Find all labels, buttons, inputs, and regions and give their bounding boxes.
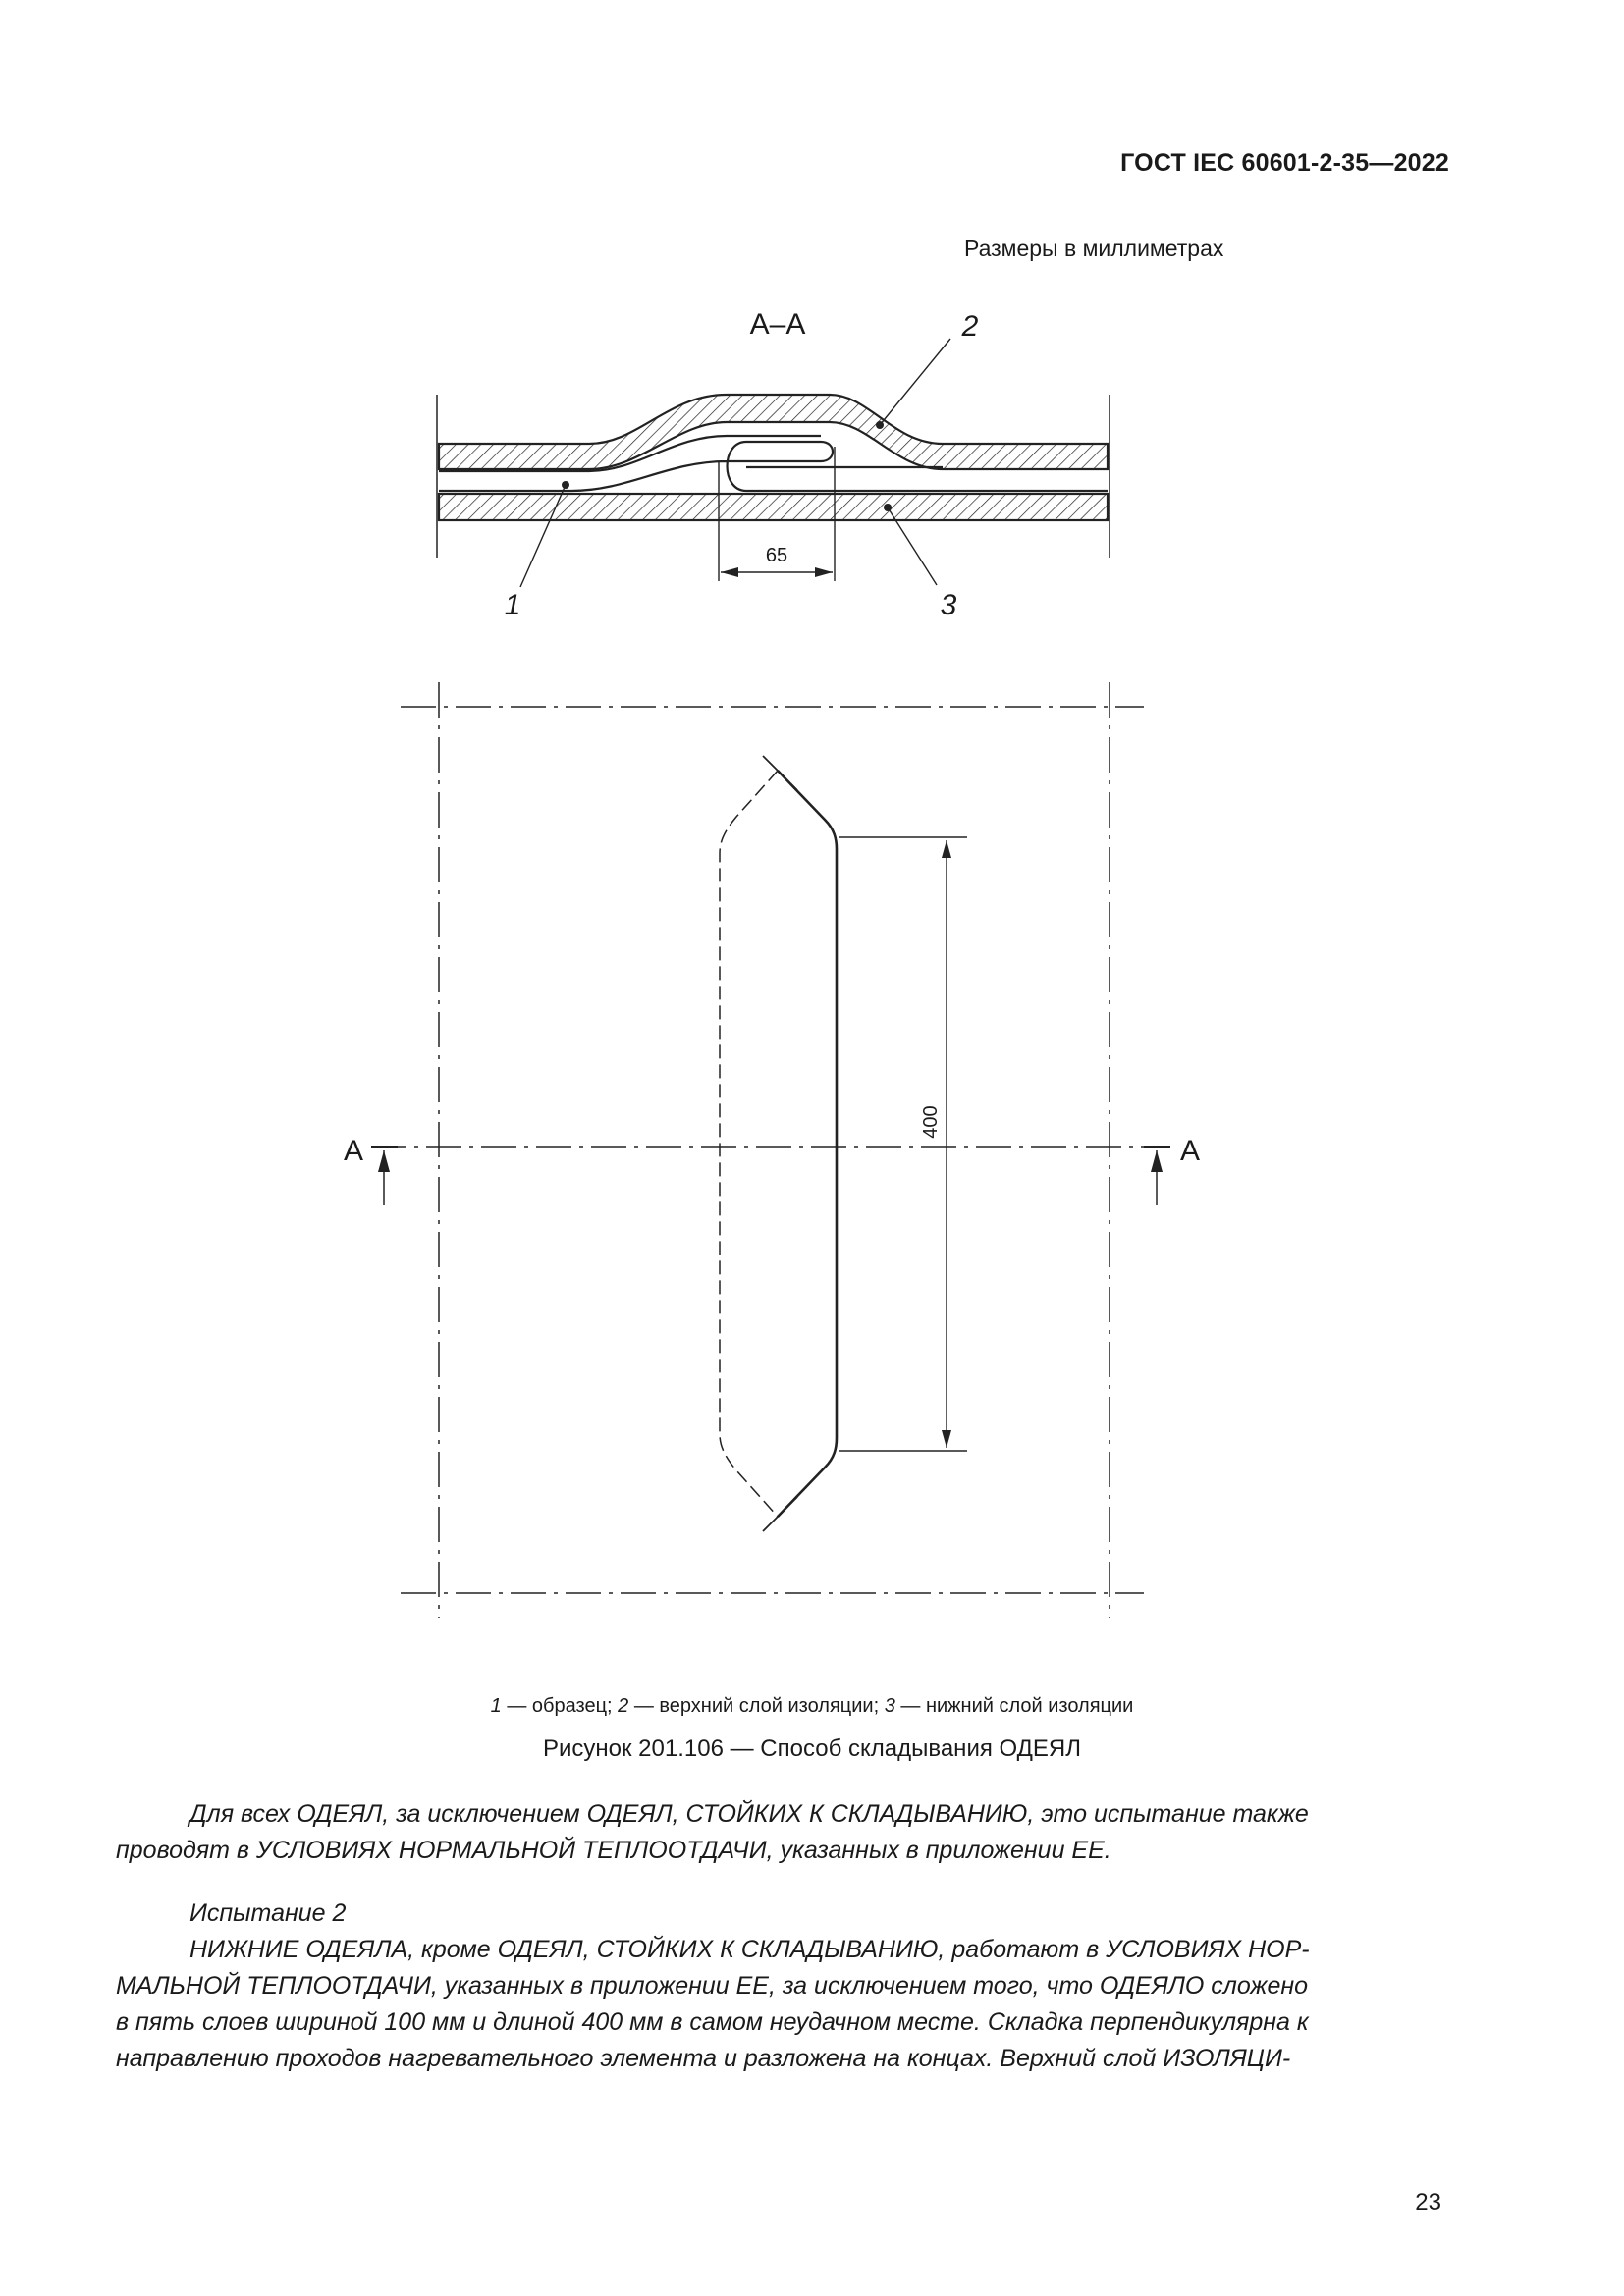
page-number: 23 — [1415, 2189, 1441, 2216]
paragraph-2-line: в пять слоев шириной 100 мм и длиной 400 мм в самом неудачном месте. Складка перпендикулярна к — [116, 2008, 1309, 2036]
legend-num-3: 3 — [884, 1695, 895, 1717]
legend-num-2: 2 — [618, 1695, 629, 1717]
test-2-block — [116, 1896, 1441, 2077]
plan-view — [344, 682, 1200, 1618]
legend-num-1: 1 — [490, 1695, 502, 1717]
callout-2: 2 — [961, 310, 979, 343]
section-marker-left: A — [343, 1135, 364, 1167]
section-title: A–A — [749, 308, 806, 341]
paragraph-1-line: Для всех ОДЕЯЛ, за исключением ОДЕЯЛ, СТОЙКИХ К СКЛАДЫВАНИЮ, это испытание также — [189, 1800, 1309, 1828]
section-view — [437, 308, 1110, 621]
paragraph-1-line: проводят в УСЛОВИЯХ НОРМАЛЬНОЙ ТЕПЛООТДАЧИ, указанных в приложении ЕЕ. — [116, 1837, 1111, 1864]
paragraph-2-line: направлению проходов нагревательного элемента и разложена на концах. Верхний слой ИЗОЛЯЦИ- — [116, 2045, 1291, 2072]
figure-caption: Рисунок 201.106 — Способ складывания ОДЕЯЛ — [543, 1735, 1081, 1762]
document-header: ГОСТ IEC 60601-2-35—2022 — [1120, 149, 1449, 177]
section-marker-right: A — [1179, 1135, 1201, 1167]
legend-text-1: — образец; — [501, 1695, 619, 1717]
paragraph-2-line: МАЛЬНОЙ ТЕПЛООТДАЧИ, указанных в приложении ЕЕ, за исключением того, что ОДЕЯЛО сложено — [116, 1972, 1309, 2000]
dimension-400-label: 400 — [920, 1105, 942, 1139]
paragraph-1 — [116, 1796, 1441, 1869]
fold-outline — [778, 771, 837, 1517]
upper-insulation-layer — [439, 395, 1108, 469]
callout-1: 1 — [504, 589, 521, 621]
callout-3: 3 — [940, 589, 957, 621]
lower-insulation-layer — [439, 494, 1108, 520]
legend-text-3: — нижний слой изоляции — [894, 1695, 1134, 1717]
dimension-65-label: 65 — [765, 545, 788, 566]
legend-text-2: — верхний слой изоляции; — [628, 1695, 885, 1717]
figure-legend — [0, 1695, 1624, 1718]
dimensions-note: Размеры в миллиметрах — [964, 236, 1224, 261]
paragraph-2-line: НИЖНИЕ ОДЕЯЛА, кроме ОДЕЯЛ, СТОЙКИХ К СКЛАДЫВАНИЮ, работают в УСЛОВИЯХ НОР- — [189, 1936, 1310, 1963]
test-2-heading: Испытание 2 — [189, 1899, 347, 1927]
